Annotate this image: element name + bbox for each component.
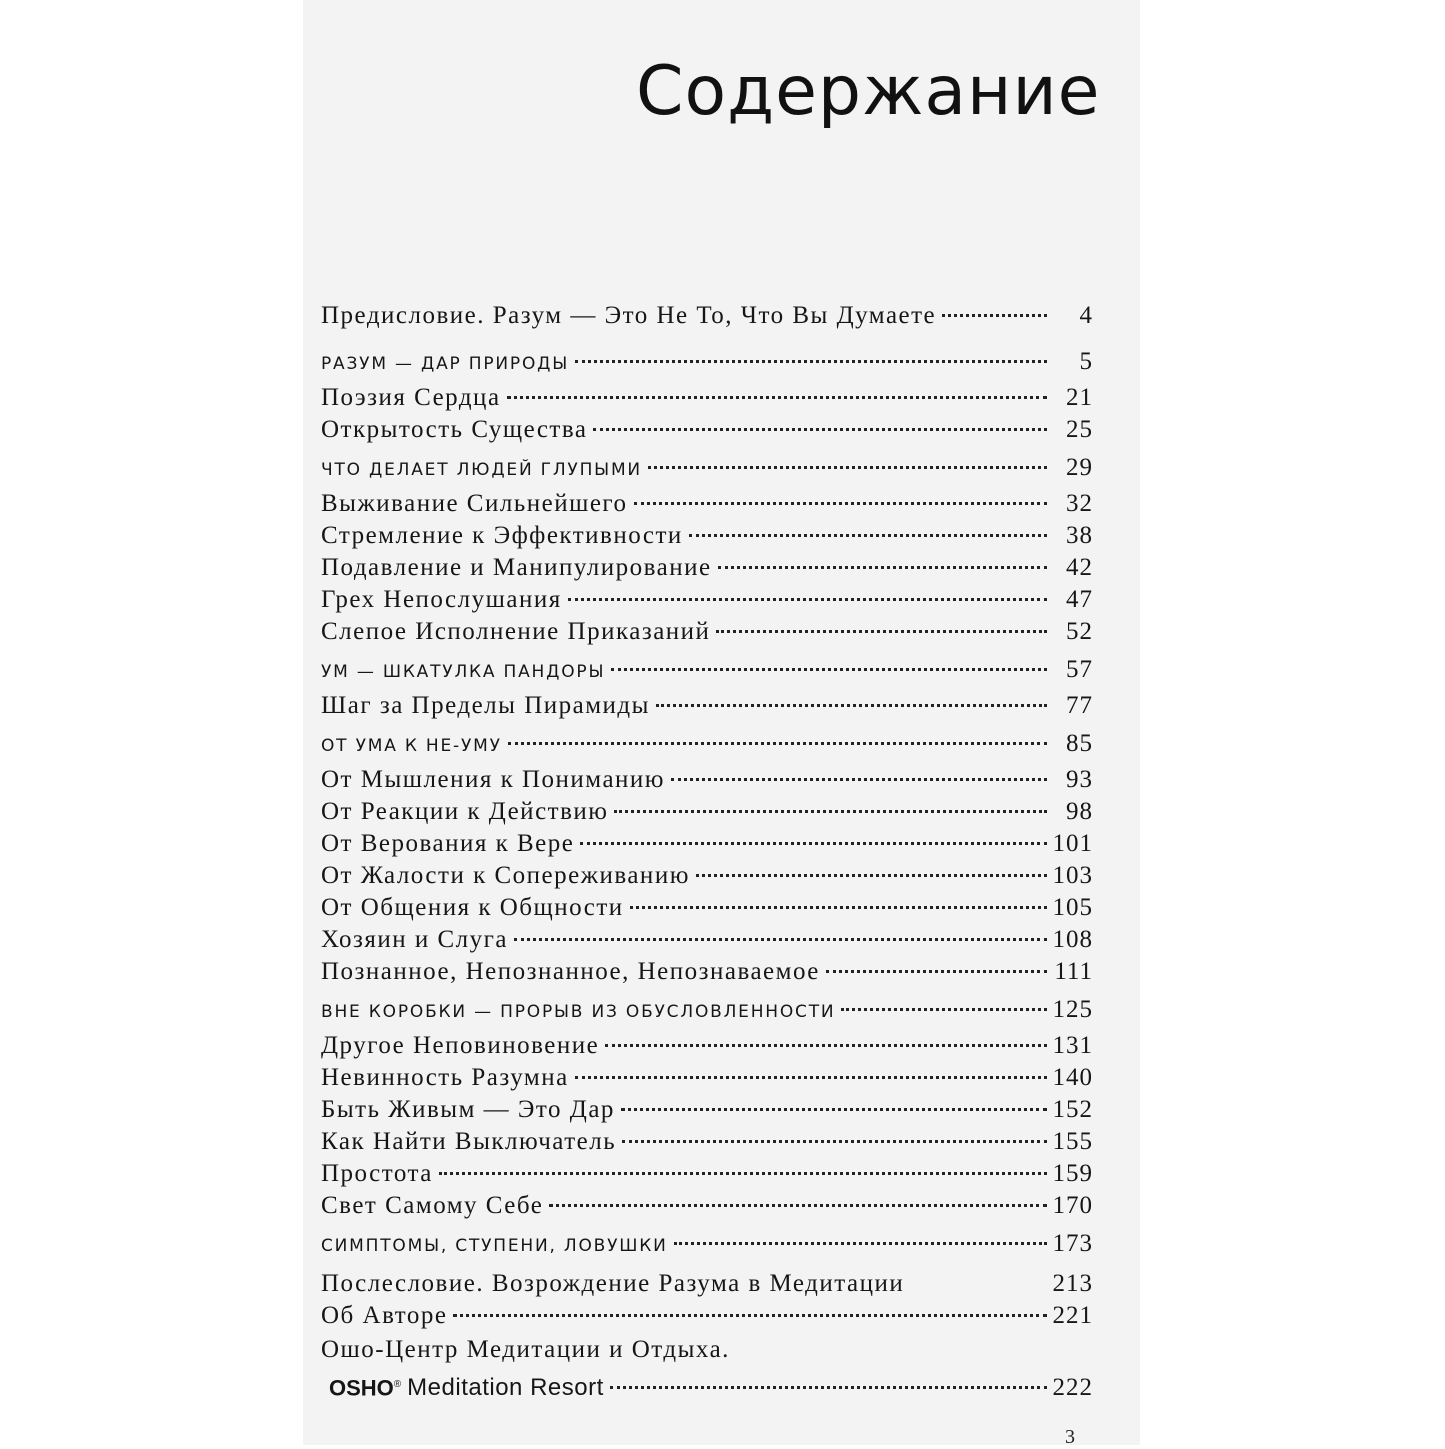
- dot-leader: [656, 704, 1047, 707]
- dot-leader: [942, 314, 1047, 317]
- toc-entry[interactable]: [321, 520, 1093, 552]
- dot-leader: [575, 1076, 1047, 1079]
- toc-entry[interactable]: [321, 296, 1093, 336]
- toc-entry-page: 131: [1052, 1032, 1093, 1059]
- toc-entry-label: Хозяин и Слуга: [321, 926, 508, 953]
- toc-entry-page: 155: [1052, 1128, 1093, 1155]
- dot-leader: [610, 1386, 1047, 1389]
- toc-entry[interactable]: [321, 1190, 1093, 1222]
- toc-entry-page: 173: [1052, 1230, 1093, 1257]
- toc-entry-label: Как Найти Выключатель: [321, 1128, 617, 1155]
- toc-entry-label: Подавление и Манипулирование: [321, 554, 712, 581]
- toc-entry-label: ЧТО ДЕЛАЕТ ЛЮДЕЙ ГЛУПЫМИ: [321, 460, 642, 480]
- toc-entry-page: 108: [1052, 926, 1093, 953]
- dot-leader: [634, 502, 1047, 505]
- toc-entry[interactable]: [321, 584, 1093, 616]
- toc-entry-page: 159: [1052, 1160, 1093, 1187]
- dot-leader: [549, 1204, 1046, 1207]
- toc-entry-page: 21: [1066, 384, 1093, 411]
- toc-entry-label: Meditation Resort: [407, 1374, 604, 1402]
- toc-entry-label: Послесловие. Возрождение Разума в Медитации: [321, 1270, 905, 1297]
- toc-entry-page: 213: [1052, 1270, 1093, 1297]
- toc-entry-label: РАЗУМ — ДАР ПРИРОДЫ: [321, 354, 570, 374]
- toc-entry[interactable]: [321, 1158, 1093, 1190]
- toc-entry-label: Открытость Существа: [321, 416, 588, 443]
- toc-entry[interactable]: [321, 1062, 1093, 1094]
- toc-entry[interactable]: [321, 956, 1093, 988]
- toc-entry-label: Невинность Разумна: [321, 1064, 569, 1091]
- dot-leader: [622, 1140, 1046, 1143]
- dot-leader: [508, 742, 1047, 745]
- toc-entry-label: Выживание Сильнейшего: [321, 490, 628, 517]
- dot-leader: [696, 874, 1047, 877]
- toc-entry[interactable]: [321, 552, 1093, 584]
- toc-entry-label: ВНЕ КОРОБКИ — ПРОРЫВ ИЗ ОБУСЛОВЛЕННОСТИ: [321, 1002, 836, 1022]
- toc-entry-page: 32: [1066, 490, 1093, 517]
- toc-entry-page: 98: [1066, 798, 1093, 825]
- toc-entry[interactable]: [321, 828, 1093, 860]
- toc-entry-page: 125: [1052, 996, 1093, 1023]
- toc-entry-osho-resort[interactable]: [321, 1368, 1093, 1402]
- toc-entry[interactable]: [321, 690, 1093, 722]
- toc-entry-page: 25: [1066, 416, 1093, 443]
- toc-entry[interactable]: [321, 860, 1093, 892]
- dot-leader: [575, 360, 1047, 363]
- toc-entry[interactable]: [321, 764, 1093, 796]
- dot-leader: [671, 778, 1047, 781]
- toc-entry-page: 77: [1066, 692, 1093, 719]
- toc-entry-label: Слепое Исполнение Приказаний: [321, 618, 711, 645]
- dot-leader: [630, 906, 1047, 909]
- toc-entry-label: Свет Самому Себе: [321, 1192, 544, 1219]
- toc-entry-label: СИМПТОМЫ, СТУПЕНИ, ЛОВУШКИ: [321, 1236, 668, 1256]
- toc-part-heading[interactable]: [321, 988, 1093, 1030]
- toc-entry-page: 101: [1052, 830, 1093, 857]
- osho-logo: OSHO®: [329, 1375, 402, 1401]
- dot-leader: [507, 396, 1047, 399]
- toc-entry-label: От Общения к Общности: [321, 894, 624, 921]
- toc-entry-page: 5: [1079, 348, 1093, 375]
- toc-entry[interactable]: [321, 924, 1093, 956]
- toc-entry-page: 29: [1066, 454, 1093, 481]
- toc-entry-label: От Реакции к Действию: [321, 798, 609, 825]
- toc-part-heading[interactable]: [321, 1222, 1093, 1264]
- dot-leader: [718, 566, 1047, 569]
- toc-entry-label: От Мышления к Пониманию: [321, 766, 665, 793]
- toc-entry-page: 52: [1066, 618, 1093, 645]
- dot-leader: [716, 630, 1047, 633]
- toc-entry[interactable]: [321, 1268, 1093, 1300]
- toc-entry[interactable]: [321, 1332, 1093, 1368]
- toc-entry-page: 170: [1052, 1192, 1093, 1219]
- toc-entry[interactable]: [321, 1094, 1093, 1126]
- toc-entry-page: 57: [1066, 656, 1093, 683]
- toc-entry[interactable]: [321, 1030, 1093, 1062]
- dot-leader: [568, 598, 1047, 601]
- toc-entry-page: 42: [1066, 554, 1093, 581]
- toc-entry[interactable]: [321, 796, 1093, 828]
- toc-entry-label: Поэзия Сердца: [321, 384, 501, 411]
- dot-leader: [580, 842, 1046, 845]
- dot-leader: [614, 810, 1047, 813]
- dot-leader: [841, 1008, 1046, 1011]
- dot-leader: [648, 466, 1047, 469]
- toc-entry[interactable]: [321, 892, 1093, 924]
- toc-entry-label: Ошо-Центр Медитации и Отдыха.: [321, 1336, 730, 1363]
- toc-entry-label: Простота: [321, 1160, 433, 1187]
- toc-entry-page: 221: [1052, 1302, 1093, 1329]
- toc-entry-label: От Жалости к Сопереживанию: [321, 862, 690, 889]
- toc-entry-label: УМ — ШКАТУЛКА ПАНДОРЫ: [321, 662, 606, 682]
- dot-leader: [621, 1108, 1047, 1111]
- toc-entry-label: Другое Неповиновение: [321, 1032, 600, 1059]
- toc-part-heading[interactable]: [321, 446, 1093, 488]
- toc-entry-label: От Верования к Вере: [321, 830, 575, 857]
- toc-entry-label: Об Авторе: [321, 1302, 448, 1329]
- toc-entry-label: Стремление к Эффективности: [321, 522, 683, 549]
- toc-entry-page: 85: [1066, 730, 1093, 757]
- page-title: Содержание: [636, 51, 1101, 131]
- table-of-contents: [321, 296, 1093, 1402]
- toc-entry[interactable]: [321, 488, 1093, 520]
- toc-part-heading[interactable]: [321, 722, 1093, 764]
- toc-part-heading[interactable]: [321, 648, 1093, 690]
- dot-leader: [453, 1314, 1046, 1317]
- toc-entry-page: 103: [1052, 862, 1093, 889]
- toc-entry-page: 111: [1054, 958, 1093, 985]
- toc-entry-page: 152: [1052, 1096, 1093, 1123]
- toc-entry-label: Грех Непослушания: [321, 586, 562, 613]
- page-number: 3: [1065, 1426, 1075, 1448]
- toc-entry-page: 93: [1066, 766, 1093, 793]
- dot-leader: [605, 1044, 1046, 1047]
- toc-entry-page: 222: [1052, 1374, 1093, 1402]
- dot-leader: [514, 938, 1047, 941]
- toc-entry[interactable]: [321, 616, 1093, 648]
- toc-entry[interactable]: [321, 1300, 1093, 1332]
- toc-entry[interactable]: [321, 414, 1093, 446]
- dot-leader: [689, 534, 1047, 537]
- dot-leader: [611, 668, 1047, 671]
- toc-entry-page: 140: [1052, 1064, 1093, 1091]
- dot-leader: [826, 970, 1047, 973]
- toc-entry-label: Познанное, Непознанное, Непознаваемое: [321, 958, 820, 985]
- toc-entry[interactable]: [321, 382, 1093, 414]
- dot-leader: [593, 428, 1047, 431]
- toc-entry[interactable]: [321, 1126, 1093, 1158]
- toc-entry-page: 105: [1052, 894, 1093, 921]
- toc-entry-page: 4: [1079, 302, 1093, 329]
- toc-entry-page: 38: [1066, 522, 1093, 549]
- toc-part-heading[interactable]: [321, 340, 1093, 382]
- dot-leader: [674, 1242, 1047, 1245]
- toc-entry-label: ОТ УМА К НЕ-УМУ: [321, 736, 502, 756]
- toc-entry-label: Предисловие. Разум — Это Не То, Что Вы Думаете: [321, 302, 937, 329]
- toc-entry-label: Быть Живым — Это Дар: [321, 1096, 615, 1123]
- toc-entry-label: Шаг за Пределы Пирамиды: [321, 692, 650, 719]
- toc-entry-page: 47: [1066, 586, 1093, 613]
- dot-leader: [439, 1172, 1047, 1175]
